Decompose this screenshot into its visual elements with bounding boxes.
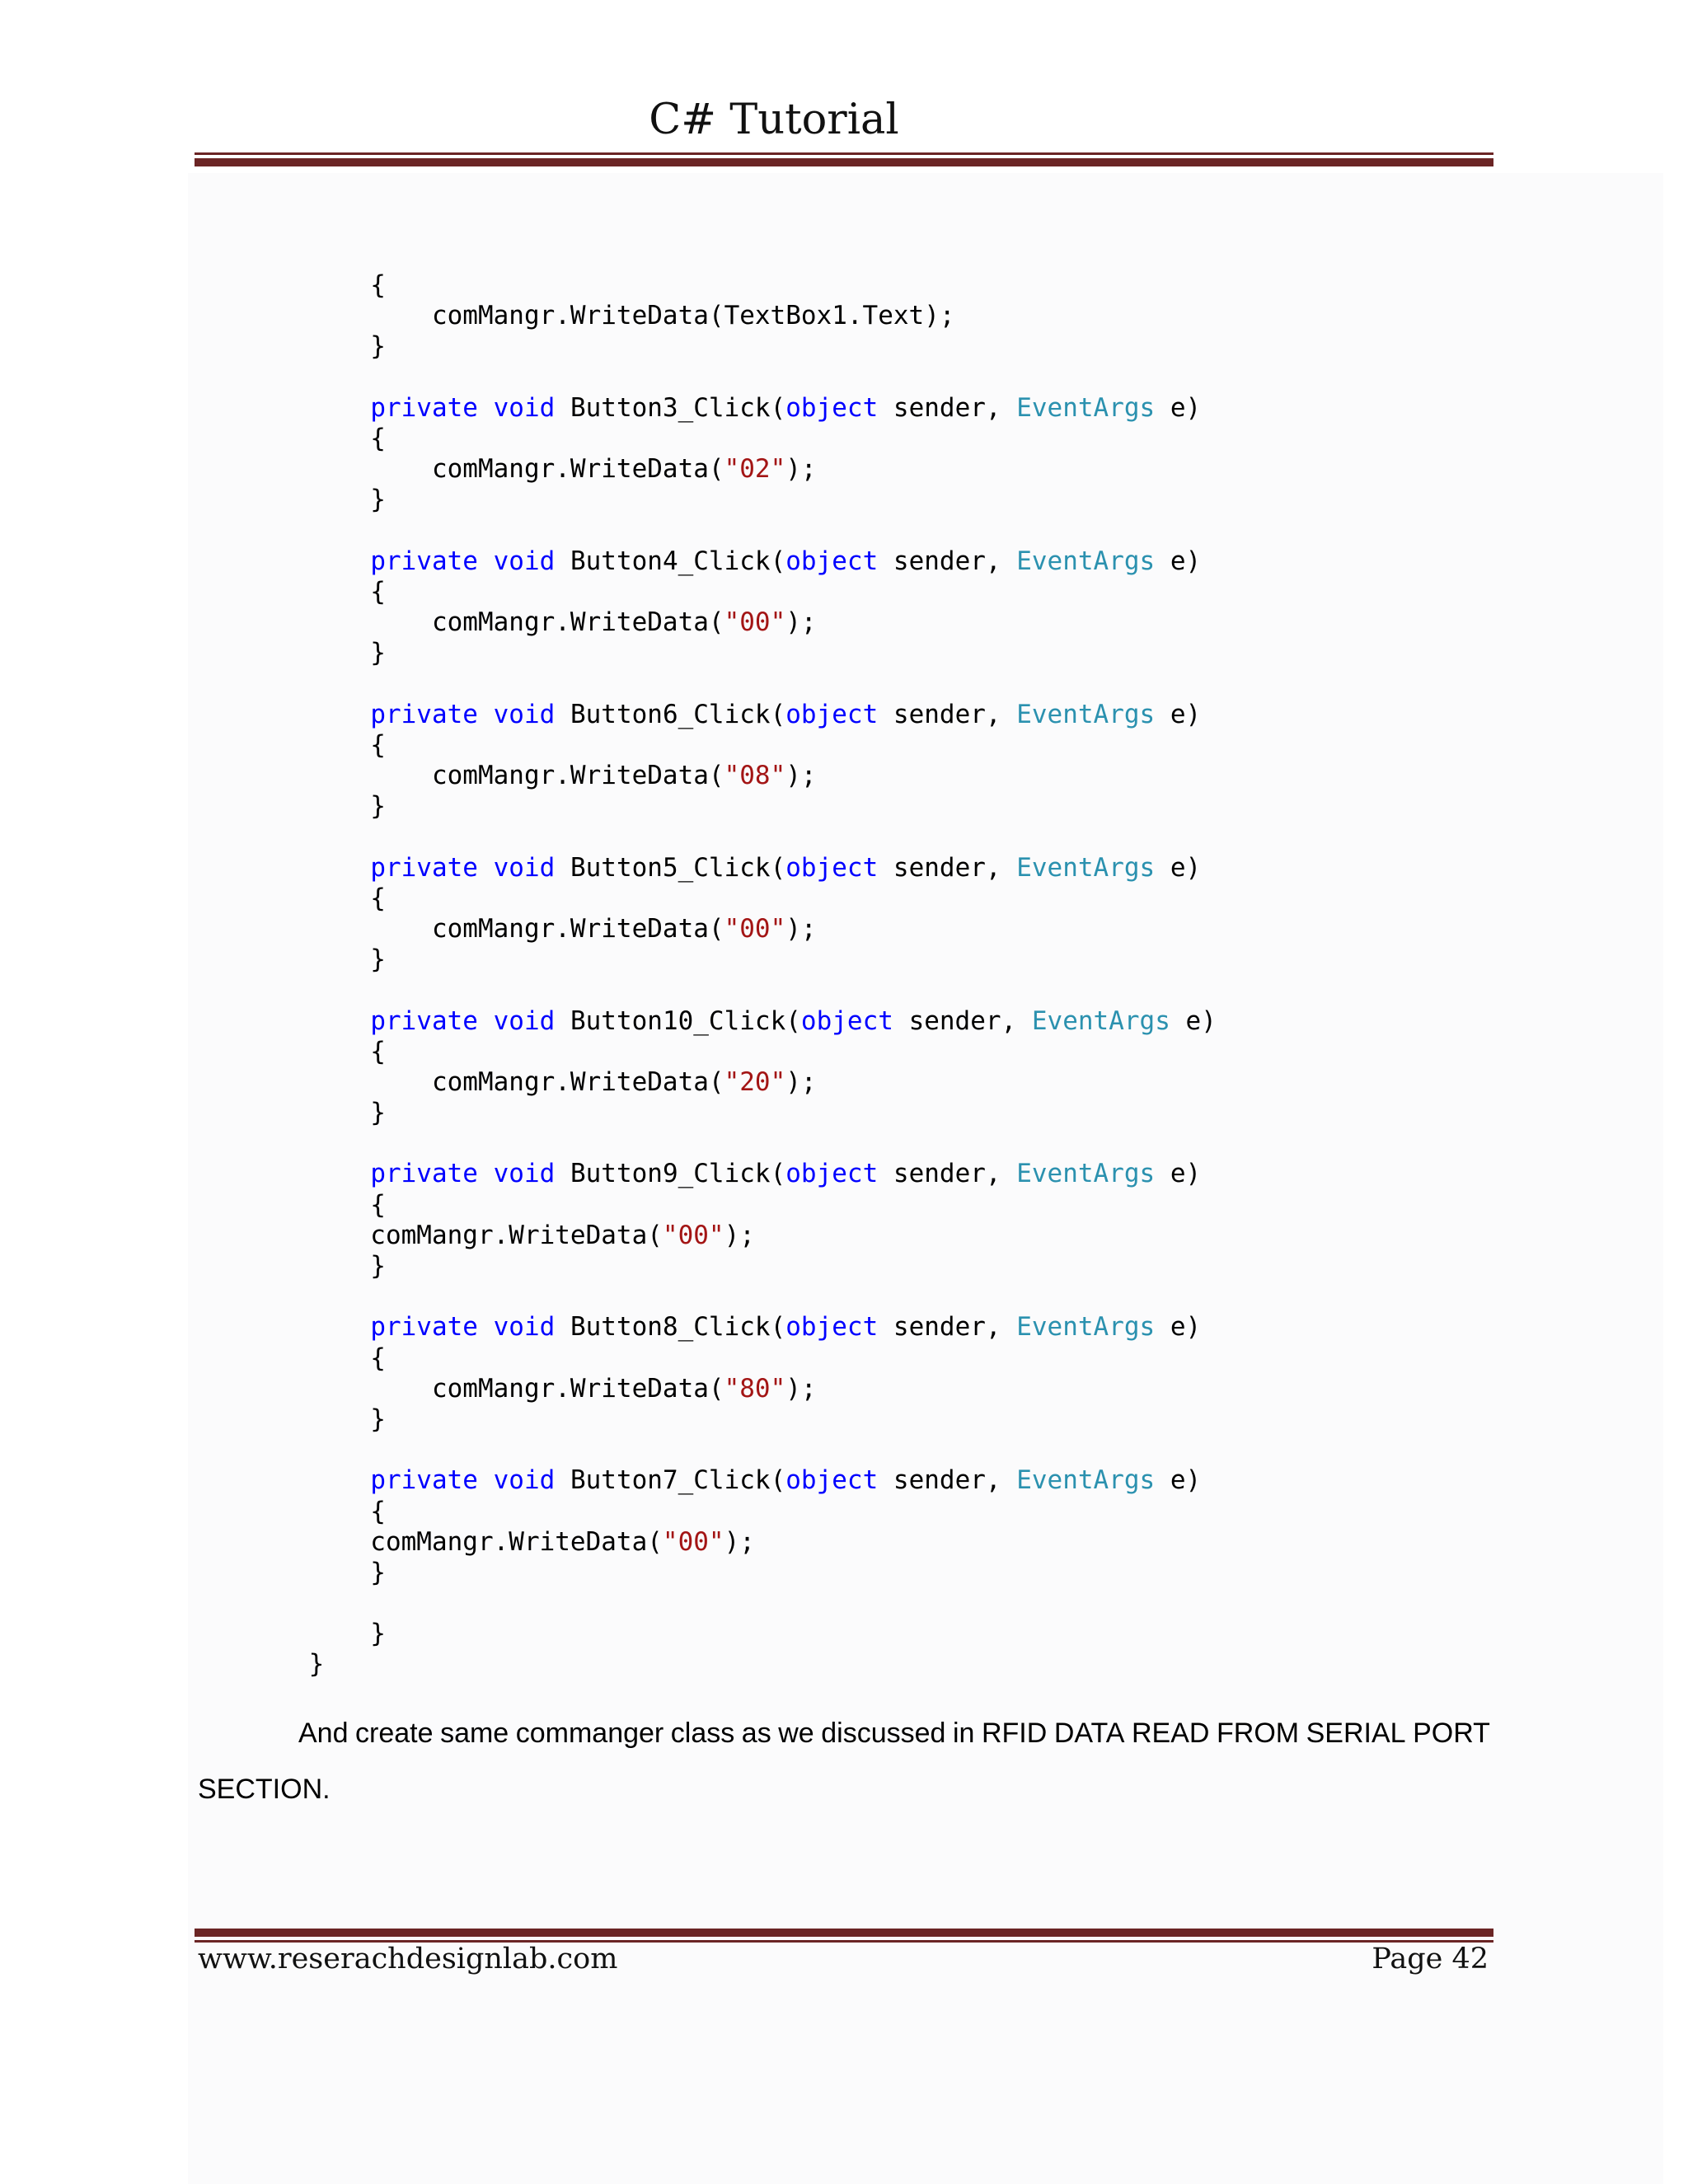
code-text: ); (724, 1526, 755, 1557)
code-line (247, 1098, 1217, 1128)
code-text (478, 1006, 494, 1036)
code-text: ); (724, 1220, 755, 1250)
code-text: { (247, 729, 386, 760)
code-keyword: private (370, 1005, 478, 1036)
code-keyword: private (370, 1312, 478, 1343)
code-keyword: object (785, 852, 879, 883)
code-block (247, 270, 1217, 1680)
code-line (247, 270, 1217, 301)
paragraph-word: DATA (1053, 1718, 1125, 1749)
code-line (247, 883, 1217, 914)
code-text: { (247, 576, 386, 607)
footer-page-number: Page 42 (1372, 1943, 1489, 1975)
code-type: EventArgs (1016, 546, 1156, 576)
paragraph-word: SERIAL (1306, 1718, 1406, 1749)
code-text: e) (1155, 392, 1202, 423)
code-text (247, 393, 370, 423)
code-keyword: object (785, 699, 879, 729)
code-keyword: void (493, 852, 556, 883)
code-type: EventArgs (1016, 392, 1156, 423)
paragraph-word: discussed (821, 1718, 946, 1749)
code-string: "80" (724, 1373, 786, 1404)
code-text: ); (785, 607, 817, 638)
code-line (247, 301, 1217, 331)
code-line (247, 454, 1217, 485)
code-text: sender, (878, 1465, 1017, 1496)
code-text (247, 853, 370, 883)
code-text: ); (785, 1373, 817, 1404)
code-text: comMangr.WriteData( (247, 761, 724, 790)
code-keyword: object (785, 1159, 879, 1189)
code-line (247, 1037, 1217, 1067)
code-line (247, 1251, 1217, 1282)
code-keyword: private (370, 699, 478, 729)
footer-url: www.reserachdesignlab.com (198, 1943, 618, 1975)
code-line (247, 393, 1217, 424)
code-line (247, 1343, 1217, 1374)
code-line (247, 1312, 1217, 1343)
code-line (247, 1159, 1217, 1189)
code-line (247, 761, 1217, 791)
code-text: sender, (878, 1312, 1017, 1343)
code-text: } (247, 1251, 386, 1281)
code-line (247, 1190, 1217, 1221)
code-string: "00" (724, 913, 786, 944)
code-line (247, 1588, 1217, 1619)
code-text: Button7_Click( (555, 1465, 786, 1496)
code-text: comMangr.WriteData( (247, 1066, 724, 1097)
code-text: comMangr.WriteData( (247, 1373, 724, 1404)
paragraph-word: PORT (1413, 1718, 1490, 1749)
code-line (247, 1404, 1217, 1435)
code-text (478, 546, 494, 576)
code-text: ); (785, 913, 817, 944)
code-line (247, 730, 1217, 761)
footer-rule (195, 1929, 1493, 1943)
code-line (247, 331, 1217, 362)
paragraph-word: commanger (515, 1718, 664, 1749)
code-line (247, 607, 1217, 638)
code-string: "02" (724, 454, 786, 485)
code-text: comMangr.WriteData( (247, 607, 724, 638)
code-line (247, 1497, 1217, 1527)
code-text: } (247, 1098, 386, 1128)
code-text: Button9_Click( (555, 1159, 786, 1189)
code-line (247, 1435, 1217, 1465)
code-text: { (247, 1036, 386, 1066)
code-keyword: object (785, 392, 879, 423)
code-line (247, 1558, 1217, 1588)
code-text: } (247, 331, 386, 362)
code-line (247, 1128, 1217, 1159)
code-line (247, 546, 1217, 577)
code-text: { (247, 1189, 386, 1220)
code-keyword: object (785, 1465, 879, 1496)
code-line (247, 424, 1217, 454)
code-text: Button3_Click( (555, 392, 786, 423)
code-line (247, 577, 1217, 607)
code-type: EventArgs (1016, 1312, 1156, 1343)
code-line (247, 853, 1217, 883)
code-text: } (247, 944, 386, 975)
code-keyword: object (785, 546, 879, 576)
code-text: { (247, 270, 386, 300)
code-keyword: private (370, 392, 478, 423)
code-keyword: void (493, 546, 556, 576)
code-line (247, 791, 1217, 822)
code-text (247, 546, 370, 576)
code-text: comMangr.WriteData( (247, 1526, 663, 1557)
code-text (247, 700, 370, 729)
code-line (247, 668, 1217, 699)
code-string: "08" (724, 761, 786, 790)
code-text (478, 853, 494, 883)
code-line (247, 1619, 1217, 1649)
code-text (478, 1159, 494, 1188)
code-type: EventArgs (1031, 1005, 1170, 1036)
code-string: "00" (662, 1526, 724, 1557)
code-string: "00" (662, 1220, 724, 1250)
code-text: sender, (878, 699, 1017, 729)
paragraph-word: RFID (981, 1718, 1048, 1749)
code-type: EventArgs (1016, 1159, 1156, 1189)
code-text: } (247, 1404, 386, 1434)
code-keyword: private (370, 852, 478, 883)
code-line (247, 363, 1217, 393)
code-line (247, 1465, 1217, 1496)
code-line (247, 700, 1217, 730)
code-text: ); (785, 761, 817, 790)
code-line (247, 1374, 1217, 1404)
code-line (247, 1282, 1217, 1312)
code-line (247, 944, 1217, 975)
code-text: ); (785, 1066, 817, 1097)
code-text: Button8_Click( (555, 1312, 786, 1343)
code-text: sender, (878, 1159, 1017, 1189)
code-string: "20" (724, 1066, 786, 1097)
code-text (247, 1006, 370, 1036)
code-text: } (247, 1557, 386, 1587)
code-keyword: private (370, 1159, 478, 1189)
code-text (478, 1465, 494, 1495)
code-text: comMangr.WriteData(TextBox1.Text); (247, 301, 955, 331)
code-text: sender, (878, 852, 1017, 883)
code-line (247, 516, 1217, 546)
code-text: } (247, 1619, 386, 1649)
code-text: { (247, 883, 386, 913)
code-keyword: void (493, 1312, 556, 1343)
code-text: comMangr.WriteData( (247, 1220, 663, 1250)
code-text: { (247, 423, 386, 453)
code-text: { (247, 1343, 386, 1373)
code-text: e) (1155, 1312, 1202, 1343)
paragraph-word: in (952, 1718, 975, 1749)
paragraph-word: create (355, 1718, 434, 1749)
code-text: Button4_Click( (555, 546, 786, 576)
code-line (247, 638, 1217, 668)
code-text: comMangr.WriteData( (247, 913, 724, 944)
paragraph-word: we (778, 1718, 814, 1749)
code-text: e) (1155, 1159, 1202, 1189)
code-text: e) (1155, 852, 1202, 883)
code-keyword: void (493, 699, 556, 729)
code-keyword: void (493, 1005, 556, 1036)
paragraph-word: FROM (1217, 1718, 1300, 1749)
paragraph-word: same (440, 1718, 509, 1749)
paragraph-word: class (670, 1718, 735, 1749)
code-text (247, 1465, 370, 1495)
code-text (478, 1312, 494, 1342)
code-line (247, 1067, 1217, 1098)
code-keyword: void (493, 392, 556, 423)
code-keyword: void (493, 1159, 556, 1189)
code-keyword: private (370, 546, 478, 576)
code-keyword: void (493, 1465, 556, 1496)
code-type: EventArgs (1016, 699, 1156, 729)
code-text (247, 1312, 370, 1342)
page-title: C# Tutorial (649, 96, 899, 144)
code-text (247, 1159, 370, 1188)
code-text: e) (1155, 546, 1202, 576)
code-text: comMangr.WriteData( (247, 454, 724, 485)
code-text: { (247, 1496, 386, 1526)
code-line (247, 1649, 1217, 1680)
code-keyword: private (370, 1465, 478, 1496)
code-string: "00" (724, 607, 786, 638)
code-line (247, 975, 1217, 1005)
paragraph-word: READ (1132, 1718, 1210, 1749)
code-text: sender, (878, 546, 1017, 576)
code-text: } (247, 485, 386, 515)
paragraph-line-1 (198, 1718, 1490, 1750)
code-keyword: object (800, 1005, 893, 1036)
code-line (247, 485, 1217, 515)
code-text: Button5_Click( (555, 852, 786, 883)
code-keyword: object (785, 1312, 879, 1343)
code-line (247, 1221, 1217, 1251)
code-text: Button10_Click( (555, 1005, 801, 1036)
code-text: sender, (878, 392, 1017, 423)
header-rule (195, 152, 1493, 166)
code-line (247, 1527, 1217, 1558)
code-text: ); (785, 454, 817, 485)
code-text: e) (1170, 1005, 1217, 1036)
code-line (247, 1006, 1217, 1037)
code-text: sender, (893, 1005, 1032, 1036)
code-type: EventArgs (1016, 852, 1156, 883)
code-text: e) (1155, 699, 1202, 729)
code-text: } (247, 1649, 325, 1680)
code-type: EventArgs (1016, 1465, 1156, 1496)
code-text (478, 700, 494, 729)
paragraph-line-2: SECTION. (198, 1774, 331, 1805)
code-text: } (247, 791, 386, 822)
code-line (247, 914, 1217, 944)
paragraph-word: as (741, 1718, 771, 1749)
paragraph-word: And (298, 1718, 349, 1749)
code-text: e) (1155, 1465, 1202, 1496)
code-text (478, 393, 494, 423)
code-line (247, 822, 1217, 852)
code-text: } (247, 638, 386, 668)
code-text: Button6_Click( (555, 699, 786, 729)
